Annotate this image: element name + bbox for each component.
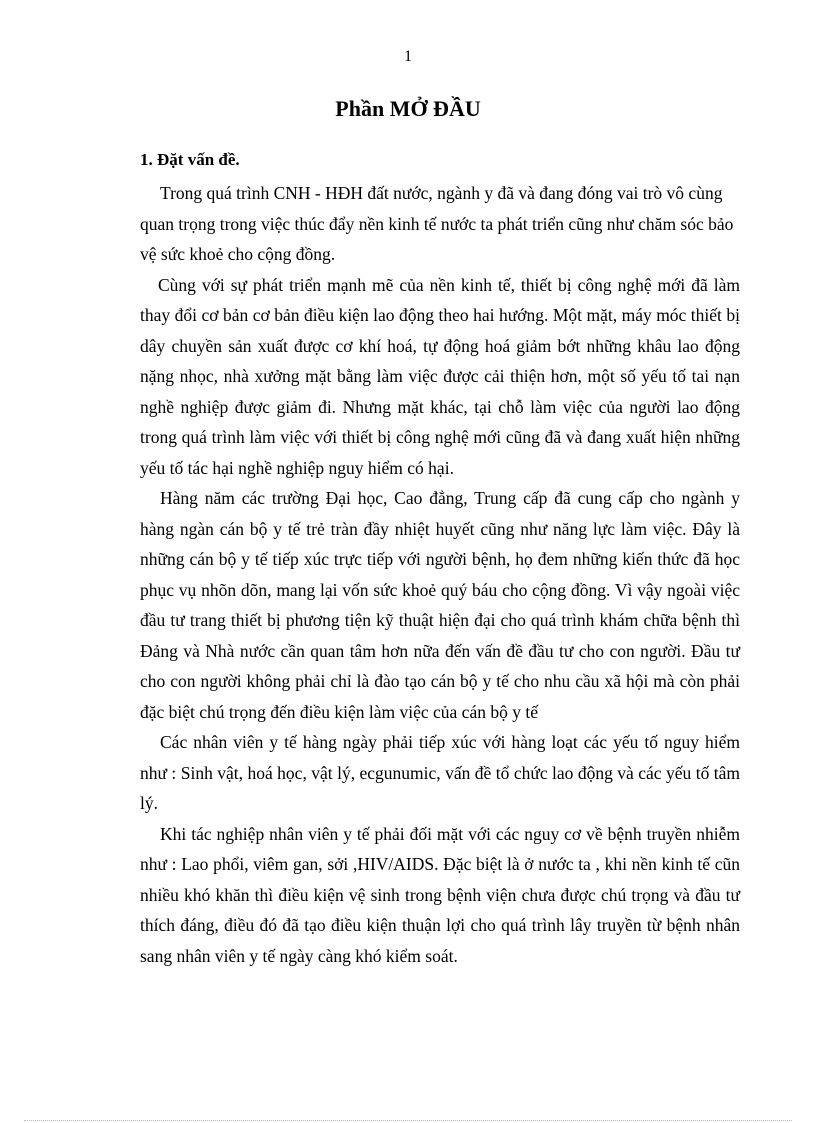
paragraph-1: Trong quá trình CNH - HĐH đất nước, ngành y đã và đang đóng vai trò vô cùng quan trọng trong việc thúc đẩy nền kinh tế nước ta phát triển cũng như chăm sóc bảo vệ sức khoẻ cho cộng đồng.	[140, 183, 734, 264]
paragraph-2: Cùng với sự phát triển mạnh mẽ của nền kinh tế, thiết bị công nghệ mới đã làm thay đổi cơ bản cơ bản điều kiện lao động theo hai hướng. Một mặt, máy móc thiết bị dây chuyền sản xuất được cơ khí hoá, tự động hoá giảm bớt những khâu lao động nặng nhọc, nhà xưởng mặt bằng làm việc được cải thiện hơn, một số yếu tố tai nạn nghề nghiệp được giảm đi. Nhưng mặt khác, tại chỗ làm việc của người lao động trong quá trình làm việc với thiết bị công nghệ mới cũng đã và đang xuất hiện những yếu tố tác hại nghề nghiệp nguy hiểm có hại.	[140, 274, 740, 478]
paragraph-3: Hàng năm các trường Đại học, Cao đẳng, Trung cấp đã cung cấp cho ngành y hàng ngàn cán bộ y tế trẻ tràn đầy nhiệt huyết cũng như năng lực làm việc. Đây là những cán bộ y tế tiếp xúc trực tiếp với người bệnh, họ đem những kiến thức đã học phục vụ nhõn dõn, mang lại vốn sức khoẻ quý báu cho cộng đồng. Vì vậy ngoài việc đầu tư trang thiết bị phương tiện kỹ thuật hiện đại cho quá trình khám chữa bệnh thì Đảng và Nhà nước cần quan tâm hơn nữa đến vấn đề đầu tư cho con người. Đầu tư cho con người không phải chỉ là đào tạo cán bộ y tế cho nhu cầu xã hội mà còn phải đặc biệt chú trọng đến điều kiện làm việc của cán bộ y tế	[140, 488, 740, 722]
page-title: Phần MỞ ĐẦU	[335, 96, 481, 121]
section-heading: 1. Đặt vấn đề.	[140, 150, 240, 169]
body-text	[140, 178, 740, 971]
page-bottom-divider	[24, 1120, 792, 1121]
paragraph-5: Khi tác nghiệp nhân viên y tế phải đối mặt với các nguy cơ về bệnh truyền nhiễm như : Lao phổi, viêm gan, sởi ,HIV/AIDS. Đặc biệt là ở nước ta , khi nền kinh tế cũn nhiều khó khăn thì điều kiện vệ sinh trong bệnh viện chưa được chú trọng và đầu tư thích đáng, điều đó đã tạo điều kiện thuận lợi cho quá trình lây truyền từ bệnh nhân sang nhân viên y tế ngày càng khó kiểm soát.	[140, 823, 740, 966]
page-number: 1	[404, 48, 412, 65]
paragraph-4: Các nhân viên y tế hàng ngày phải tiếp xúc với hàng loạt các yếu tố nguy hiểm như : Sinh vật, hoá học, vật lý, ecgunumic, vấn đề tổ chức lao động và các yếu tố tâm lý.	[140, 732, 740, 813]
